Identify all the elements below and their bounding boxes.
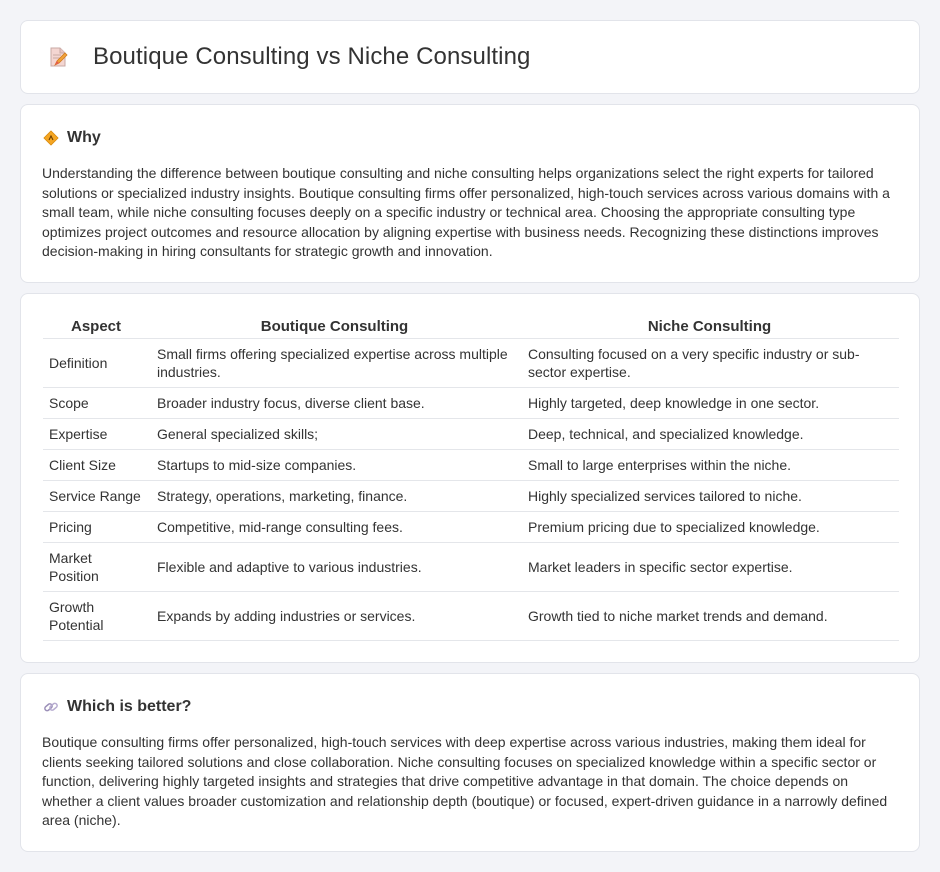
table-row <box>43 511 899 542</box>
aspect-cell: Expertise <box>43 418 149 449</box>
which-is-better-section <box>20 673 920 852</box>
diamond-sign-icon <box>43 130 59 146</box>
boutique-cell: Small firms offering specialized expertise across multiple industries. <box>149 338 520 387</box>
boutique-cell: Flexible and adaptive to various industries. <box>149 542 520 591</box>
table-row <box>43 591 899 640</box>
table-row <box>43 542 899 591</box>
why-text: Understanding the difference between boutique consulting and niche consulting helps organizations select the right experts for tailored solutions or specialized industry insights. Boutique consulting firms offer personalized, high-touch services across various domains with a small team, while niche consulting focuses deeply on a specific industry or technical area. Choosing the appropriate consulting type optimizes project outcomes and resource allocation by aligning expertise with business needs. Recognizing these distinctions improves decision-making in hiring consultants for strategic growth and innovation. <box>42 165 890 260</box>
table-row <box>43 449 899 480</box>
aspect-cell: Definition <box>43 338 149 387</box>
comparison-table <box>43 316 899 641</box>
table-row <box>43 418 899 449</box>
niche-cell: Growth tied to niche market trends and demand. <box>520 591 899 640</box>
column-header: Niche Consulting <box>520 316 899 338</box>
better-text: Boutique consulting firms offer personalized, high-touch services with deep expertise across various industries, making them ideal for clients seeking tailored solutions and close collaboration. Niche consulting focuses on specialized knowledge within a specific sector or function, delivering highly targeted insights and strategies that drive competitive advantage in that domain. The choice depends on whether a client values broader customization and relationship depth (boutique) or focused, expert-driven guidance in a narrowly defined area (niche). <box>42 734 888 829</box>
niche-cell: Small to large enterprises within the niche. <box>520 449 899 480</box>
niche-cell: Highly specialized services tailored to niche. <box>520 480 899 511</box>
boutique-cell: Strategy, operations, marketing, finance. <box>149 480 520 511</box>
why-heading: Why <box>67 129 101 146</box>
document-pencil-icon <box>47 46 69 68</box>
table-row <box>43 387 899 418</box>
comparison-section <box>20 293 920 663</box>
aspect-cell: Growth Potential <box>43 591 149 640</box>
table-row <box>43 338 899 387</box>
niche-cell: Highly targeted, deep knowledge in one sector. <box>520 387 899 418</box>
aspect-cell: Scope <box>43 387 149 418</box>
aspect-cell: Market Position <box>43 542 149 591</box>
column-header: Boutique Consulting <box>149 316 520 338</box>
niche-cell: Deep, technical, and specialized knowledge. <box>520 418 899 449</box>
column-header: Aspect <box>43 316 149 338</box>
boutique-cell: General specialized skills; <box>149 418 520 449</box>
boutique-cell: Broader industry focus, diverse client base. <box>149 387 520 418</box>
boutique-cell: Expands by adding industries or services. <box>149 591 520 640</box>
page-title: Boutique Consulting vs Niche Consulting <box>93 43 531 70</box>
boutique-cell: Startups to mid-size companies. <box>149 449 520 480</box>
aspect-cell: Pricing <box>43 511 149 542</box>
aspect-cell: Client Size <box>43 449 149 480</box>
title-card <box>20 20 920 94</box>
table-header-row <box>43 316 899 338</box>
why-section <box>20 104 920 283</box>
niche-cell: Premium pricing due to specialized knowledge. <box>520 511 899 542</box>
niche-cell: Consulting focused on a very specific industry or sub-sector expertise. <box>520 338 899 387</box>
boutique-cell: Competitive, mid-range consulting fees. <box>149 511 520 542</box>
table-row <box>43 480 899 511</box>
aspect-cell: Service Range <box>43 480 149 511</box>
niche-cell: Market leaders in specific sector expertise. <box>520 542 899 591</box>
link-icon <box>43 699 59 715</box>
better-heading: Which is better? <box>67 698 192 715</box>
